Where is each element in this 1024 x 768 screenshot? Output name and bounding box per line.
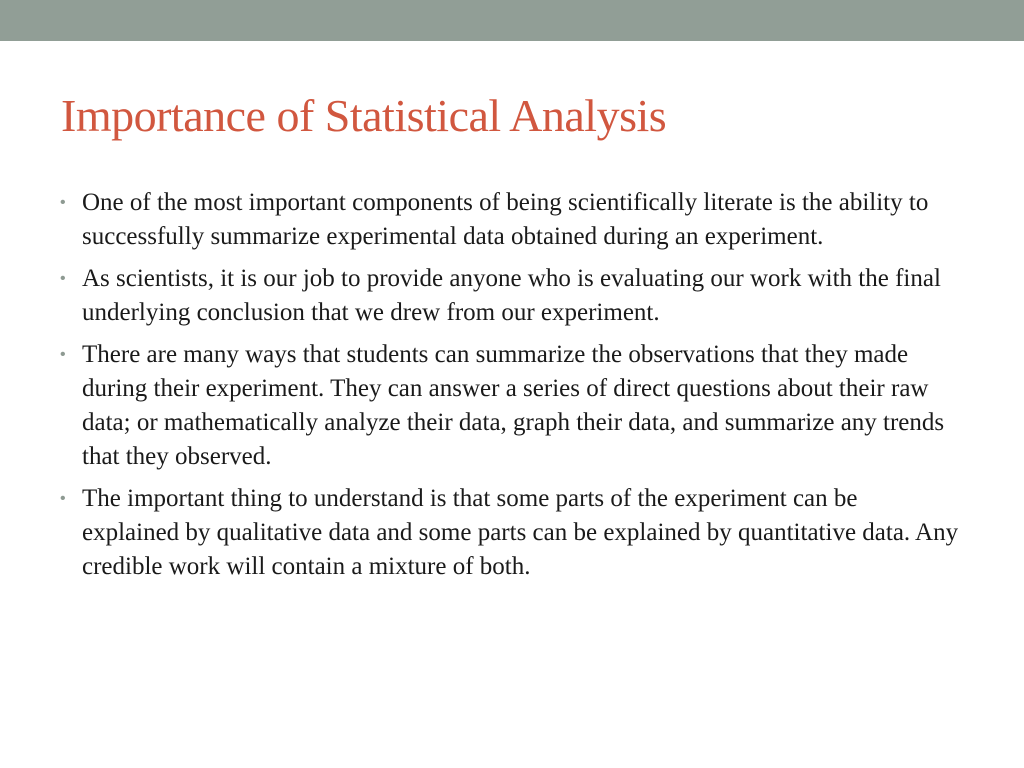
bullet-item xyxy=(60,482,960,584)
bullet-dot-icon: • xyxy=(60,346,66,363)
bullet-dot-icon: • xyxy=(60,194,66,211)
bullet-list xyxy=(60,186,960,592)
bullet-text: The important thing to understand is that some parts of the experiment can be explained by qualitative data and some parts can be explained by quantitative data. Any credible work will contain a mixture of both. xyxy=(82,485,959,580)
header-bar xyxy=(0,0,1024,41)
bullet-text: One of the most important components of being scientifically literate is the ability to successfully summarize experimental data obtained during an experiment. xyxy=(82,189,929,250)
bullet-item xyxy=(60,262,960,330)
bullet-dot-icon: • xyxy=(60,490,66,507)
slide-title: Importance of Statistical Analysis xyxy=(61,90,667,141)
bullet-dot-icon: • xyxy=(60,270,66,287)
bullet-text: As scientists, it is our job to provide anyone who is evaluating our work with the final underlying conclusion that we drew from our experiment. xyxy=(82,265,941,326)
bullet-item xyxy=(60,338,960,474)
bullet-text: There are many ways that students can summarize the observations that they made during their experiment. They can answer a series of direct questions about their raw data; or mathematically analyze their data, graph their data, and summarize any trends that they observed. xyxy=(82,341,945,470)
bullet-item xyxy=(60,186,960,254)
